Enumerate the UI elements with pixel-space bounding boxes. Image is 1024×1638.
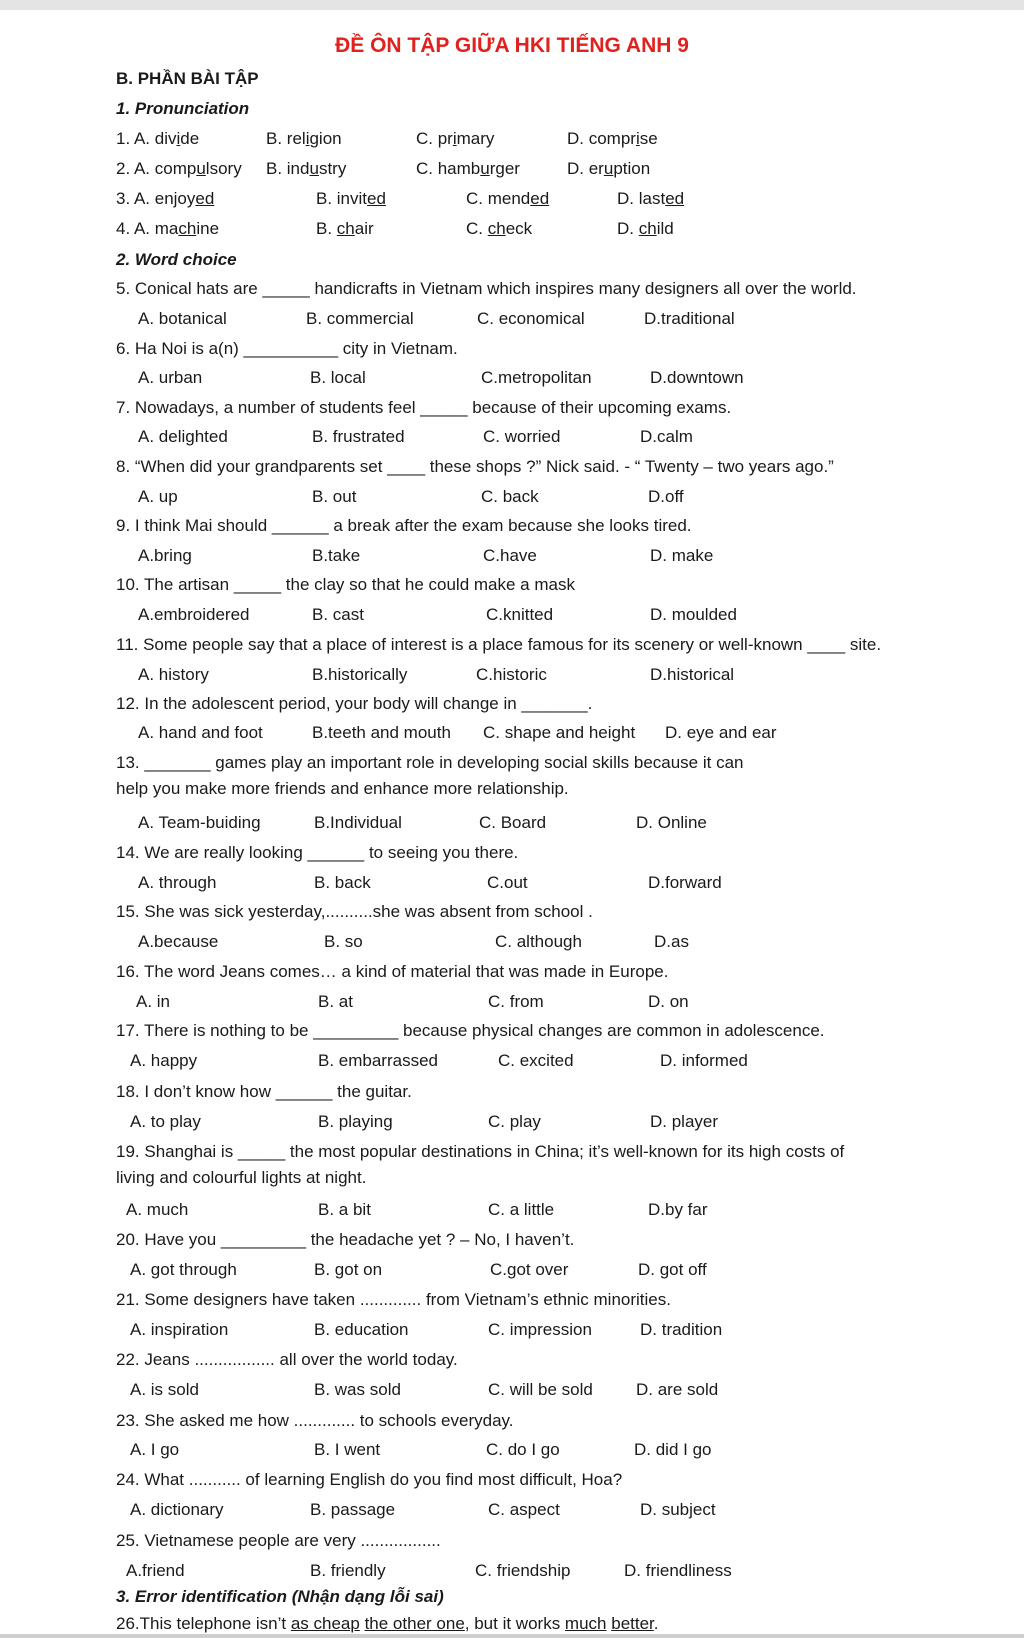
- question-stem: 9. I think Mai should ______ a break after the exam because she looks tired.: [116, 516, 692, 535]
- answer-option: D. eye and ear: [665, 723, 777, 742]
- answer-option: A. Team-buiding: [138, 813, 261, 832]
- option-text: D.: [617, 219, 639, 238]
- option-text: C.: [466, 219, 488, 238]
- pronunciation-option: [266, 158, 346, 180]
- pronunciation-option: [116, 218, 219, 240]
- pronunciation-option: [567, 128, 658, 150]
- pronunciation-option: [116, 128, 199, 150]
- answer-option: D. on: [648, 992, 689, 1011]
- question-stem: 17. There is nothing to be _________ because physical changes are common in adolescence.: [116, 1021, 825, 1040]
- page-title: ĐỀ ÔN TẬP GIỮA HKI TIẾNG ANH 9: [335, 34, 689, 57]
- answer-option: A. is sold: [130, 1380, 199, 1399]
- pronunciation-option: [116, 188, 214, 210]
- question-stem: 21. Some designers have taken ............. from Vietnam’s ethnic minorities.: [116, 1290, 671, 1309]
- q26-underlined-2: the other one: [364, 1614, 465, 1633]
- question-stem: 5. Conical hats are _____ handicrafts in Vietnam which inspires many designers all over the world.: [116, 279, 857, 298]
- part-heading-pronunciation: 1. Pronunciation: [116, 99, 250, 118]
- answer-option: D.by far: [648, 1200, 708, 1219]
- question-stem: 15. She was sick yesterday,..........she was absent from school .: [116, 902, 593, 921]
- pronunciation-option: [466, 188, 549, 210]
- part-heading-error-identification: 3. Error identification (Nhận dạng lỗi sai): [116, 1587, 444, 1606]
- option-text: 3. A. enjoy: [116, 189, 196, 208]
- question-stem: 19. Shanghai is _____ the most popular destinations in China; it’s well-known for its high costs of: [116, 1142, 845, 1161]
- underlined-sound: u: [603, 159, 614, 178]
- option-text: D. compr: [567, 129, 636, 148]
- answer-option: B. friendly: [310, 1561, 386, 1580]
- answer-option: D. tradition: [640, 1320, 723, 1339]
- answer-option: B.Individual: [314, 813, 402, 832]
- answer-option: A. dictionary: [130, 1500, 224, 1519]
- option-text: B. ind: [266, 159, 310, 178]
- answer-option: D. make: [650, 546, 714, 565]
- answer-option: D.forward: [648, 873, 722, 892]
- answer-option: C. do I go: [486, 1440, 560, 1459]
- answer-option: B. at: [318, 992, 353, 1011]
- option-text: C. hamb: [416, 159, 481, 178]
- answer-option: C.have: [483, 546, 537, 565]
- answer-option: C. a little: [488, 1200, 555, 1219]
- q26-underlined-3: much: [564, 1614, 607, 1633]
- question-stem: 25. Vietnamese people are very .................: [116, 1531, 441, 1550]
- option-text: lsory: [205, 159, 242, 178]
- question-stem: 11. Some people say that a place of interest is a place famous for its scenery or well-known ____ site.: [116, 635, 882, 654]
- pronunciation-option: [617, 188, 684, 210]
- option-text: se: [639, 129, 658, 148]
- underlined-sound: u: [480, 159, 490, 178]
- pronunciation-option: [416, 158, 520, 180]
- answer-option: B. cast: [312, 605, 364, 624]
- question-stem: 16. The word Jeans comes… a kind of material that was made in Europe.: [116, 962, 669, 981]
- answer-option: A. through: [138, 873, 217, 892]
- answer-option: B. out: [312, 487, 357, 506]
- option-text: stry: [318, 159, 347, 178]
- option-text: air: [354, 219, 374, 238]
- question-stem: 10. The artisan _____ the clay so that he could make a mask: [116, 575, 575, 594]
- underlined-sound: i: [176, 129, 181, 148]
- answer-option: B. a bit: [318, 1200, 371, 1219]
- answer-option: A.bring: [138, 546, 192, 565]
- answer-option: B.historically: [312, 665, 408, 684]
- answer-option: A. much: [126, 1200, 189, 1219]
- option-text: C. pr: [416, 129, 453, 148]
- answer-option: C.historic: [476, 665, 547, 684]
- answer-option: B. local: [310, 368, 366, 387]
- answer-option: D. are sold: [636, 1380, 719, 1399]
- underlined-sound: ch: [487, 219, 506, 238]
- answer-option: C.got over: [490, 1260, 569, 1279]
- answer-option: D.historical: [650, 665, 735, 684]
- answer-option: A. delighted: [138, 427, 228, 446]
- question-stem: 7. Nowadays, a number of students feel _____ because of their upcoming exams.: [116, 398, 732, 417]
- answer-option: A. I go: [130, 1440, 180, 1459]
- answer-option: D. subject: [640, 1500, 716, 1519]
- answer-option: C. Board: [479, 813, 547, 832]
- answer-option: A. got through: [130, 1260, 237, 1279]
- option-text: C. mend: [466, 189, 531, 208]
- answer-option: C. economical: [477, 309, 585, 328]
- question-stem: 8. “When did your grandparents set ____ these shops ?” Nick said. - “ Twenty – two years ago.”: [116, 457, 834, 476]
- answer-option: B. playing: [318, 1112, 393, 1131]
- underlined-sound: i: [305, 129, 310, 148]
- answer-option: C.out: [487, 873, 528, 892]
- pronunciation-option: [266, 128, 342, 150]
- pronunciation-option: [116, 158, 242, 180]
- q26-text-a: 26.This telephone isn’t: [116, 1614, 291, 1633]
- pronunciation-option: [316, 188, 386, 210]
- answer-option: D. informed: [660, 1051, 748, 1070]
- pronunciation-option: [567, 158, 650, 180]
- answer-option: B. embarrassed: [318, 1051, 438, 1070]
- answer-option: A. in: [136, 992, 171, 1011]
- underlined-sound: ed: [530, 189, 550, 208]
- question-stem: 18. I don’t know how ______ the guitar.: [116, 1082, 412, 1101]
- option-text: 4. A. ma: [116, 219, 179, 238]
- underlined-sound: u: [196, 159, 206, 178]
- answer-option: B. I went: [314, 1440, 381, 1459]
- option-text: rger: [489, 159, 520, 178]
- answer-option: A.because: [138, 932, 219, 951]
- viewer-bottom-bar: [0, 1634, 1024, 1638]
- option-text: ine: [196, 219, 220, 238]
- underlined-sound: ed: [195, 189, 215, 208]
- question-stem: 13. _______ games play an important role in developing social skills because it can: [116, 753, 744, 772]
- question-stem: 24. What ........... of learning English do you find most difficult, Hoa?: [116, 1470, 623, 1489]
- question-stem: 23. She asked me how ............. to schools everyday.: [116, 1411, 514, 1430]
- underlined-sound: ch: [178, 219, 197, 238]
- answer-option: C.knitted: [486, 605, 554, 624]
- answer-option: D. moulded: [650, 605, 737, 624]
- answer-option: B. was sold: [314, 1380, 401, 1399]
- underlined-sound: ch: [638, 219, 657, 238]
- question-stem: 12. In the adolescent period, your body will change in _______.: [116, 694, 593, 713]
- pronunciation-option: [316, 218, 374, 240]
- question-stem: 20. Have you _________ the headache yet ? – No, I haven’t.: [116, 1230, 575, 1249]
- answer-option: A.friend: [126, 1561, 185, 1580]
- q26-underlined-4: better: [611, 1614, 654, 1633]
- option-text: 2. A. comp: [116, 159, 197, 178]
- underlined-sound: i: [635, 129, 640, 148]
- underlined-sound: i: [452, 129, 457, 148]
- question-stem: living and colourful lights at night.: [116, 1168, 367, 1187]
- answer-option: B. passage: [310, 1500, 396, 1519]
- part-heading-word-choice: 2. Word choice: [116, 250, 237, 269]
- answer-option: C. aspect: [488, 1500, 560, 1519]
- question-stem: 14. We are really looking ______ to seeing you there.: [116, 843, 519, 862]
- answer-option: A. history: [138, 665, 209, 684]
- answer-option: A. up: [138, 487, 178, 506]
- option-text: B.: [316, 219, 337, 238]
- answer-option: D. player: [650, 1112, 719, 1131]
- answer-option: C. worried: [483, 427, 561, 446]
- answer-option: A. happy: [130, 1051, 198, 1070]
- answer-option: D.downtown: [650, 368, 744, 387]
- question-stem: 22. Jeans ................. all over the world today.: [116, 1350, 458, 1369]
- option-text: gion: [309, 129, 342, 148]
- q26-underlined-1: as cheap: [290, 1614, 360, 1633]
- underlined-sound: ed: [665, 189, 685, 208]
- q26-text-e: .: [653, 1614, 659, 1633]
- section-heading: B. PHẦN BÀI TẬP: [116, 69, 259, 88]
- answer-option: B. frustrated: [312, 427, 405, 446]
- underlined-sound: ed: [367, 189, 386, 208]
- answer-option: C. although: [495, 932, 582, 951]
- answer-option: B.take: [312, 546, 361, 565]
- question-26: [116, 1613, 659, 1635]
- pronunciation-option: [416, 128, 494, 150]
- option-text: 1. A. div: [116, 129, 177, 148]
- answer-option: C.metropolitan: [481, 368, 592, 387]
- answer-option: D.traditional: [644, 309, 735, 328]
- answer-option: A.embroidered: [138, 605, 250, 624]
- answer-option: B. education: [314, 1320, 409, 1339]
- answer-option: D. got off: [638, 1260, 707, 1279]
- answer-option: D.calm: [640, 427, 693, 446]
- answer-option: B. so: [324, 932, 363, 951]
- answer-option: B. back: [314, 873, 371, 892]
- answer-option: C. back: [481, 487, 539, 506]
- option-text: D. last: [617, 189, 666, 208]
- answer-option: C. friendship: [475, 1561, 571, 1580]
- question-stem: 6. Ha Noi is a(n) __________ city in Vietnam.: [116, 339, 458, 358]
- answer-option: C. play: [488, 1112, 541, 1131]
- answer-option: A. urban: [138, 368, 203, 387]
- answer-option: C. from: [488, 992, 544, 1011]
- answer-option: B. got on: [314, 1260, 383, 1279]
- answer-option: C. will be sold: [488, 1380, 593, 1399]
- option-text: eck: [505, 219, 533, 238]
- pronunciation-option: [466, 218, 532, 240]
- answer-option: D. friendliness: [624, 1561, 732, 1580]
- answer-option: C. shape and height: [483, 723, 636, 742]
- answer-option: A. botanical: [138, 309, 227, 328]
- option-text: D. er: [567, 159, 604, 178]
- question-stem: help you make more friends and enhance more relationship.: [116, 779, 569, 798]
- answer-option: B. commercial: [306, 309, 414, 328]
- option-text: mary: [456, 129, 495, 148]
- option-text: ption: [613, 159, 651, 178]
- underlined-sound: ch: [336, 219, 355, 238]
- option-text: ild: [656, 219, 674, 238]
- answer-option: C. impression: [488, 1320, 592, 1339]
- answer-option: A. to play: [130, 1112, 201, 1131]
- option-text: B. rel: [266, 129, 306, 148]
- q26-text-c: , but it works: [464, 1614, 565, 1633]
- pronunciation-option: [617, 218, 674, 240]
- answer-option: D.off: [648, 487, 684, 506]
- underlined-sound: u: [309, 159, 319, 178]
- option-text: de: [180, 129, 200, 148]
- answer-option: C. excited: [498, 1051, 574, 1070]
- answer-option: A. inspiration: [130, 1320, 229, 1339]
- answer-option: A. hand and foot: [138, 723, 263, 742]
- answer-option: D. did I go: [634, 1440, 712, 1459]
- answer-option: D.as: [654, 932, 689, 951]
- option-text: B. invit: [316, 189, 368, 208]
- answer-option: B.teeth and mouth: [312, 723, 451, 742]
- answer-option: D. Online: [636, 813, 707, 832]
